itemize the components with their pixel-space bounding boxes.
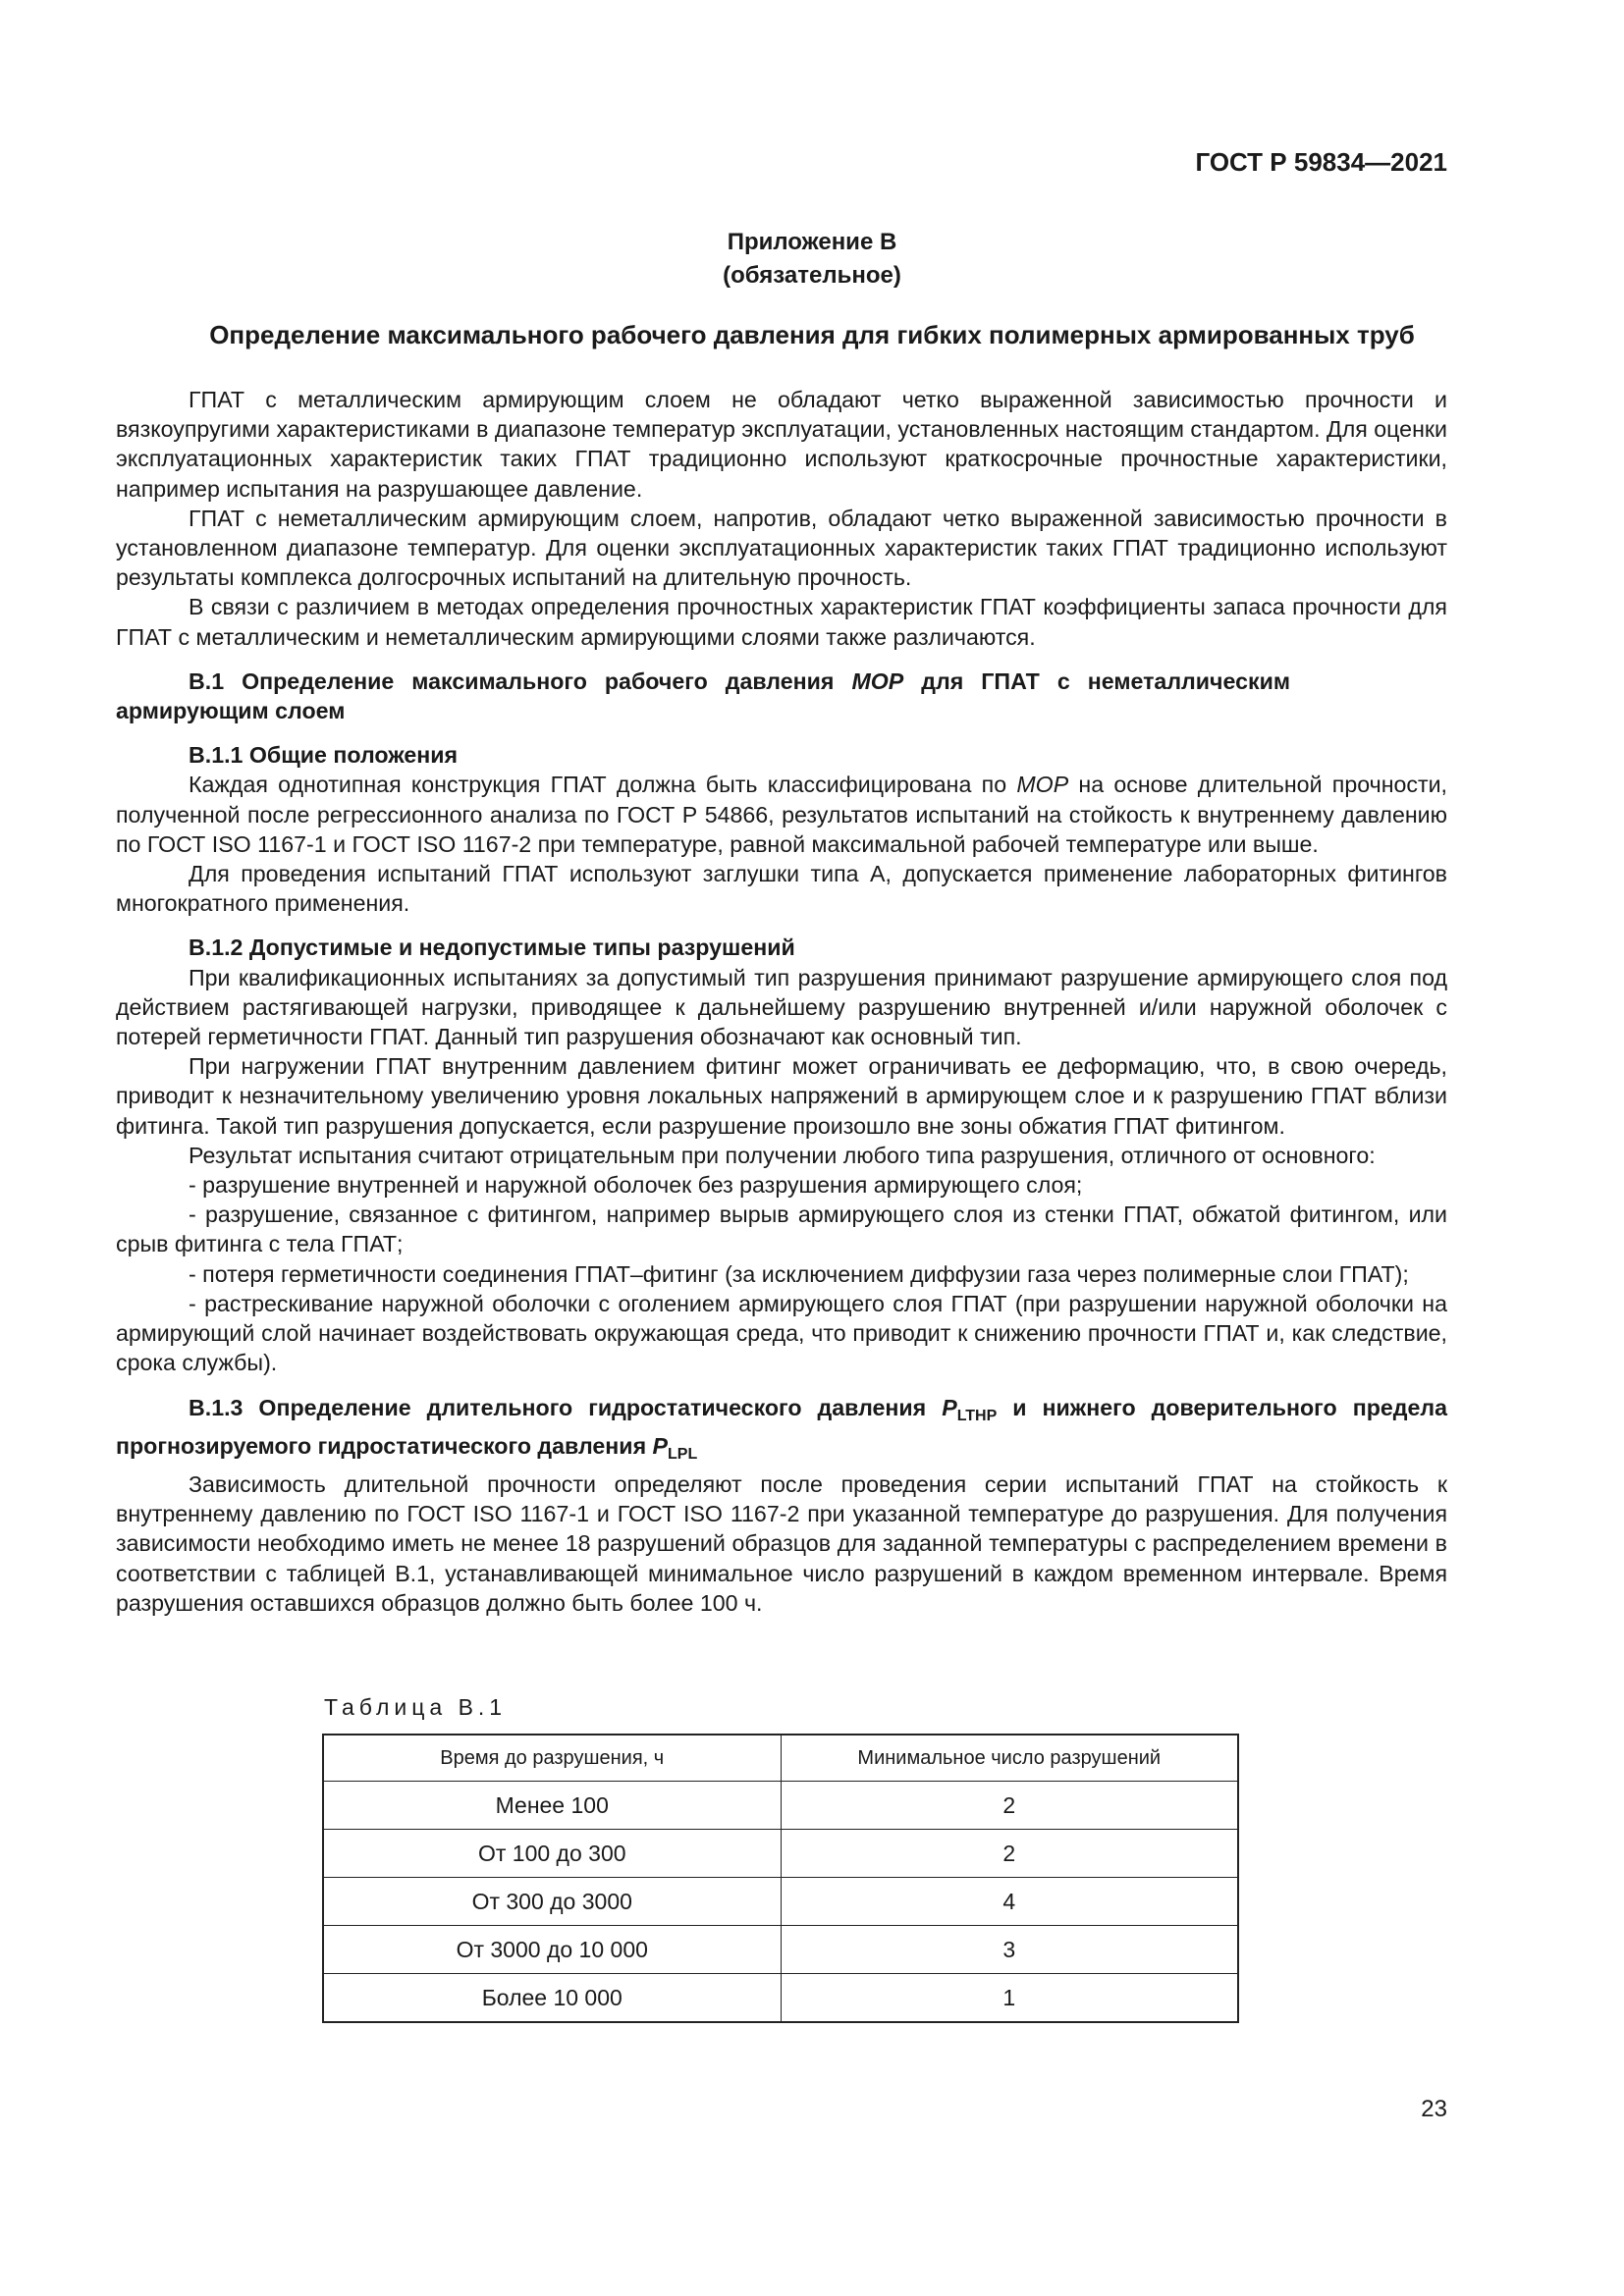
table-row — [323, 1974, 1238, 2023]
table-row — [323, 1830, 1238, 1878]
document-body — [116, 385, 1447, 1618]
list-item: - разрушение, связанное с фитингом, например вырыв армирующего слоя из стенки ГПАТ, обжатой фитингом, или срыв фитинга с тела ГПАТ; — [116, 1201, 1447, 1257]
list-item: - потеря герметичности соединения ГПАТ–фитинг (за исключением диффузии газа через полимерные слои ГПАТ); — [189, 1260, 1409, 1287]
table-caption: Таблица В.1 — [324, 1694, 508, 1720]
column-header: Время до разрушения, ч — [323, 1735, 781, 1782]
table-cell: 3 — [781, 1926, 1238, 1974]
document-id-header: ГОСТ Р 59834—2021 — [1195, 147, 1447, 177]
paragraph: При нагружении ГПАТ внутренним давлением фитинг может ограничивать ее деформацию, что, в свою очередь, приводит к незначительному увеличению уровня локальных напряжений в армирующем слое и к разрушению ГПАТ вблизи фитинга. Такой тип разрушения допускается, если разрушение произошло вне зоны обжатия ГПАТ фитингом. — [116, 1053, 1447, 1139]
section-heading-b1: В.1 Определение максимального рабочего давления МОР для ГПАТ с неметаллическим армирующим слоем — [116, 667, 1290, 724]
list-item: - растрескивание наружной оболочки с оголением армирующего слоя ГПАТ (при разрушении наружной оболочки на армирующий слой начинает воздействовать окружающая среда, что приводит к снижению прочности ГПАТ и, как следствие, срока службы). — [116, 1290, 1447, 1376]
section-heading-b12: В.1.2 Допустимые и недопустимые типы разрушений — [189, 934, 795, 961]
paragraph: Каждая однотипная конструкция ГПАТ должна быть классифицирована по МОР на основе длительной прочности, полученной после регрессионного анализа по ГОСТ Р 54866, результатов испытаний на стойкость к внутреннему давлению по ГОСТ ISO 1167-1 и ГОСТ ISO 1167-2 при температуре, равной максимальной рабочей температуре или выше. — [116, 772, 1447, 857]
annex-heading — [0, 226, 1624, 293]
table-cell: 2 — [781, 1830, 1238, 1878]
paragraph: ГПАТ с металлическим армирующим слоем не обладают четко выраженной зависимостью прочности и вязкоупругими характеристиками в диапазоне температур эксплуатации, установленных настоящим стандартом. Для оценки эксплуатационных характеристик таких ГПАТ традиционно используют краткосрочные прочностные характеристики, например испытания на разрушающее давление. — [116, 387, 1447, 502]
paragraph: ГПАТ с неметаллическим армирующим слоем, напротив, обладают четко выраженной зависимостью прочности в установленном диапазоне температур. Для оценки эксплуатационных характеристик таких ГПАТ традиционно используют результаты комплекса долгосрочных испытаний на длительную прочность. — [116, 505, 1447, 591]
table-cell: 4 — [781, 1878, 1238, 1926]
paragraph: Результат испытания считают отрицательным при получении любого типа разрушения, отличного от основного: — [189, 1142, 1376, 1168]
page-number: 23 — [1421, 2096, 1447, 2122]
section-heading-b13: В.1.3 Определение длительного гидростатического давления $P_{LTHP}$ и нижнего доверительного предела прогнозируемого гидростатического давления $P_{LPL}$ — [116, 1394, 1447, 1463]
table-cell: Менее 100 — [323, 1782, 781, 1830]
paragraph: Зависимость длительной прочности определяют после проведения серии испытаний ГПАТ на стойкость к внутреннему давлению по ГОСТ ISO 1167-1 и ГОСТ ISO 1167-2 при указанной температуре до разрушения. Для получения зависимости необходимо иметь не менее 18 разрушений образцов для заданной температуры с распределением времени в соответствии с таблицей В.1, устанавливающей минимальное число разрушений в каждом временном интервале. Время разрушения оставшихся образцов должно быть более 100 ч. — [116, 1470, 1447, 1616]
annex-title: Определение максимального рабочего давления для гибких полимерных армированных труб — [209, 320, 1415, 349]
table-row — [323, 1878, 1238, 1926]
paragraph: При квалификационных испытаниях за допустимый тип разрушения принимают разрушение армирующего слоя под действием растягивающей нагрузки, приводящее к дальнейшему разрушению внутренней и/или наружной оболочек с потерей герметичности ГПАТ. Данный тип разрушения обозначают как основный тип. — [116, 964, 1447, 1050]
table-cell: 1 — [781, 1974, 1238, 2023]
table-cell: От 3000 до 10 000 — [323, 1926, 781, 1974]
annex-status: (обязательное) — [723, 262, 901, 289]
column-header: Минимальное число разрушений — [781, 1735, 1238, 1782]
table-header-row — [323, 1735, 1238, 1782]
table-cell: Более 10 000 — [323, 1974, 781, 2023]
paragraph: Для проведения испытаний ГПАТ используют заглушки типа А, допускается применение лабораторных фитингов многократного применения. — [116, 861, 1447, 917]
annex-label: Приложение В — [727, 229, 897, 255]
table-row — [323, 1926, 1238, 1974]
failure-distribution-table — [322, 1734, 1239, 2023]
section-heading-b11: В.1.1 Общие положения — [189, 742, 459, 769]
list-item: - разрушение внутренней и наружной оболочек без разрушения армирующего слоя; — [189, 1172, 1083, 1199]
table-row — [323, 1782, 1238, 1830]
table-cell: От 300 до 3000 — [323, 1878, 781, 1926]
table-cell: 2 — [781, 1782, 1238, 1830]
table-cell: От 100 до 300 — [323, 1830, 781, 1878]
paragraph: В связи с различием в методах определения прочностных характеристик ГПАТ коэффициенты запаса прочности для ГПАТ с металлическим и неметаллическим армирующими слоями также различаются. — [116, 594, 1447, 650]
